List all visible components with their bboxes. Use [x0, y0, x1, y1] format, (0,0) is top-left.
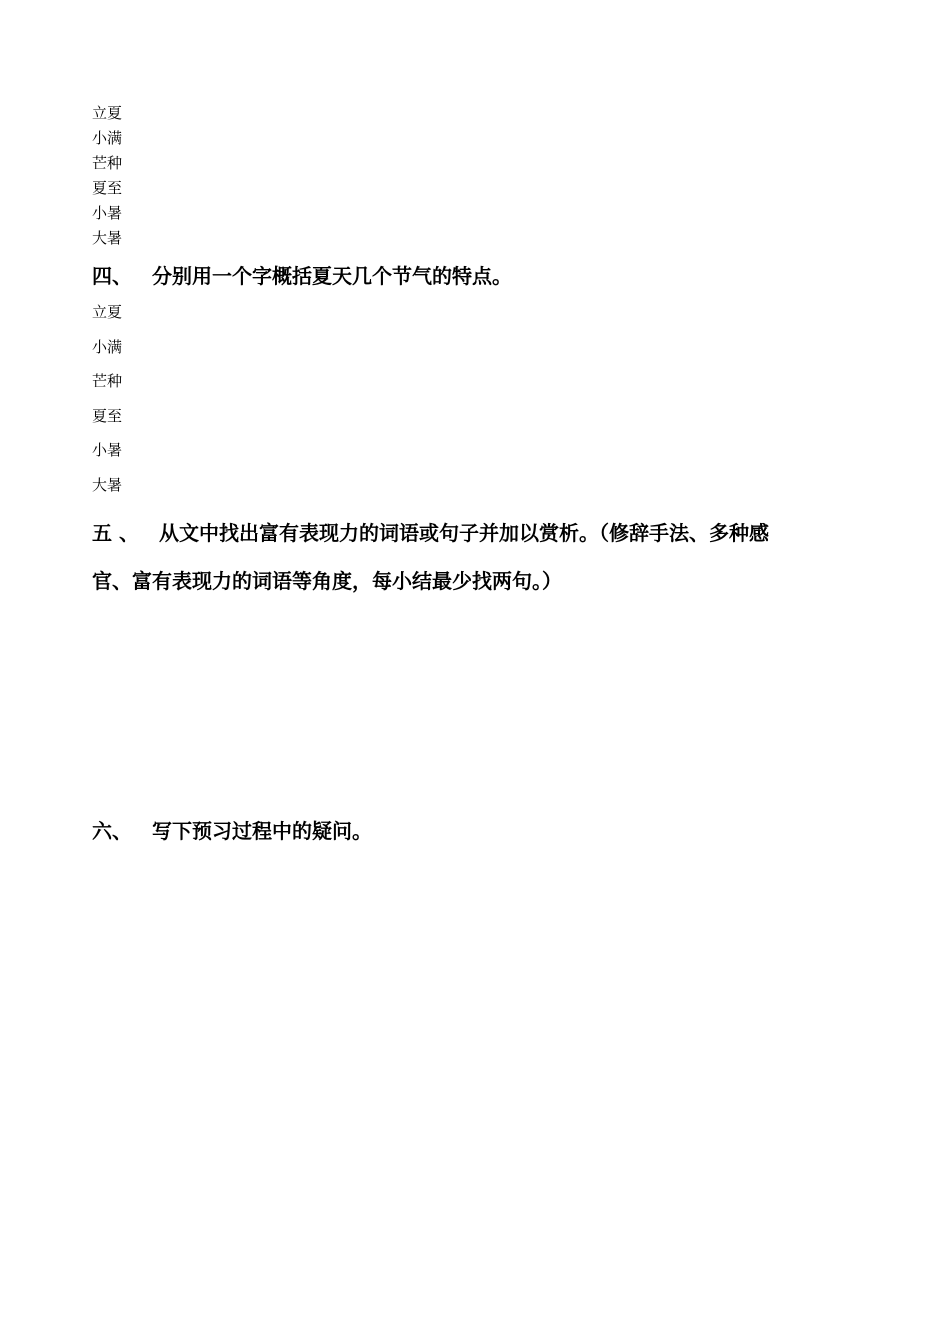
section-number: 五 、	[92, 521, 139, 545]
solar-term-item: 小满	[92, 338, 123, 356]
solar-term-item: 芒种	[92, 154, 123, 172]
solar-term-item: 立夏	[92, 303, 123, 321]
solar-term-item: 大暑	[92, 476, 123, 494]
section-4-heading	[92, 262, 512, 290]
section-title-line-2: 官、富有表现力的词语等角度，每小结最少找两句。）	[92, 569, 562, 593]
solar-term-item: 夏至	[92, 179, 123, 197]
solar-term-item: 小满	[92, 129, 123, 147]
solar-term-item: 夏至	[92, 407, 123, 425]
section-title: 写下预习过程中的疑问。	[152, 819, 372, 843]
solar-term-item: 小暑	[92, 204, 123, 222]
solar-term-item: 小暑	[92, 441, 123, 459]
section-title-line-1: 从文中找出富有表现力的词语或句子并加以赏析。（修辞手法、多种感	[158, 521, 769, 545]
section-number: 六、	[92, 819, 132, 843]
section-5-heading	[92, 519, 769, 547]
section-number: 四、	[92, 264, 132, 288]
section-6-heading	[92, 817, 372, 845]
solar-term-item: 立夏	[92, 104, 123, 122]
section-5-heading-line-2	[92, 567, 562, 595]
solar-term-item: 芒种	[92, 372, 123, 390]
solar-term-item: 大暑	[92, 229, 123, 247]
section-title: 分别用一个字概括夏天几个节气的特点。	[152, 264, 512, 288]
